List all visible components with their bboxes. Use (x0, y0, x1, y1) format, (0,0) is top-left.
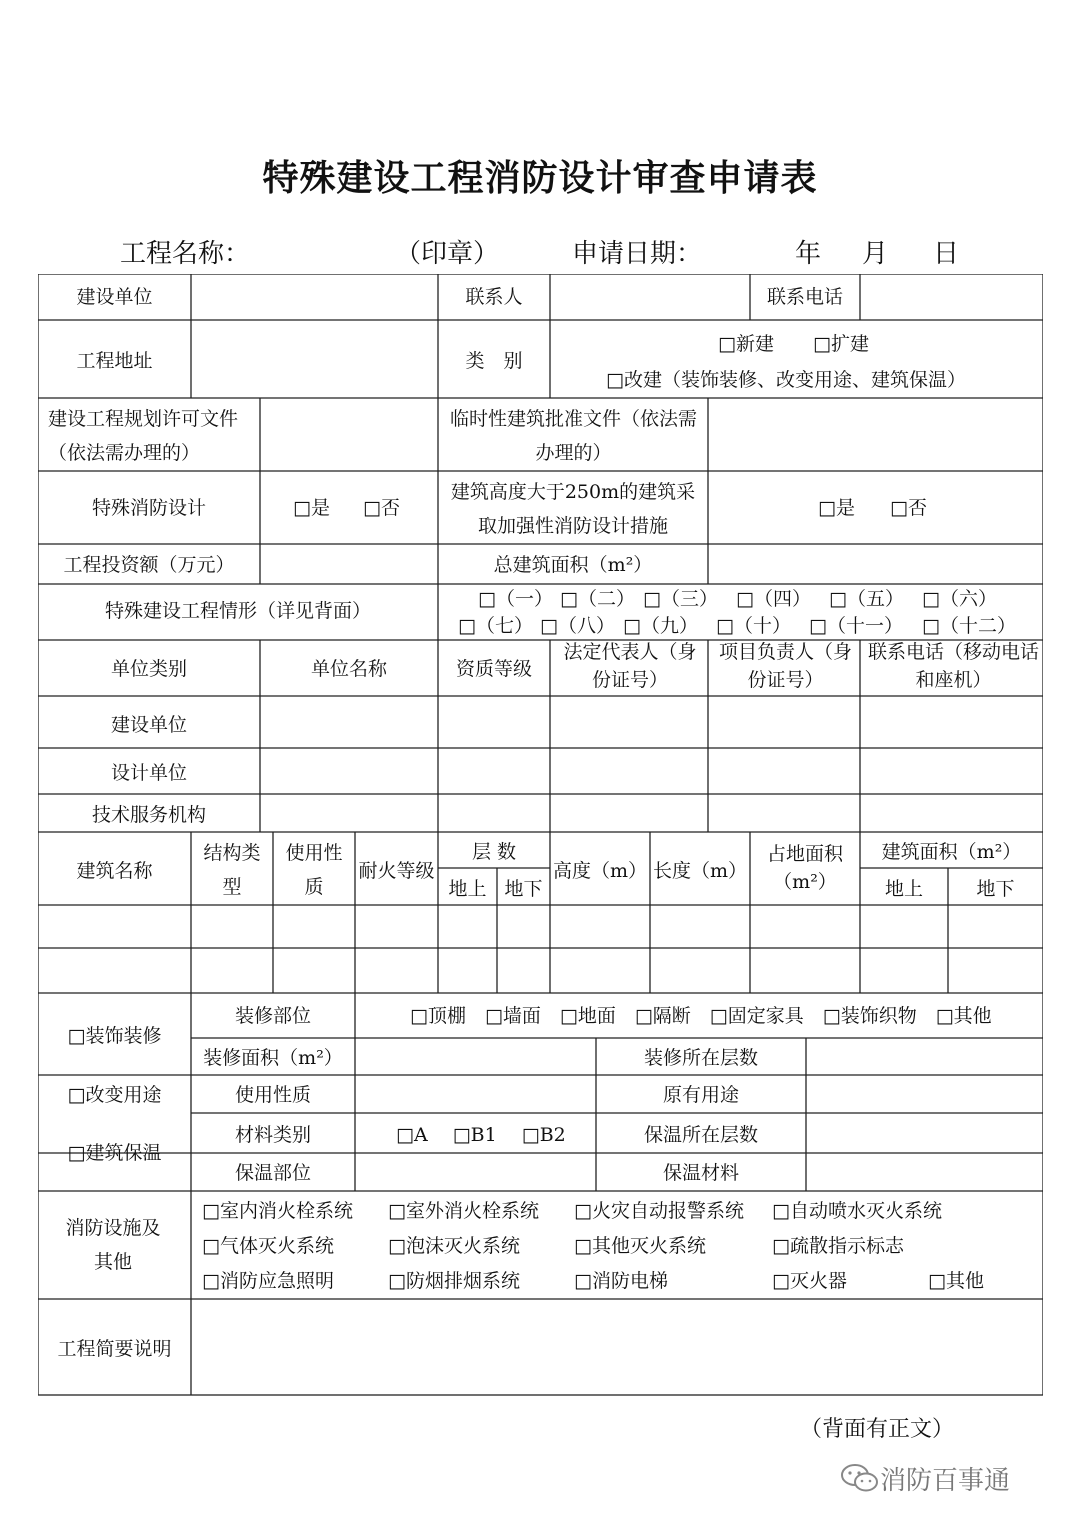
area-above-header: 地上 (884, 878, 923, 900)
facility-checkbox[interactable]: □室内消火栓系统 (202, 1200, 353, 1222)
month-label: 月 (862, 239, 889, 269)
seal-label: （印章） (395, 239, 500, 269)
special-cases-row-2 (458, 609, 1038, 639)
insulation-checkbox[interactable]: □建筑保温 (67, 1142, 162, 1164)
special-case-checkbox[interactable]: □（一） (478, 588, 553, 610)
height-header: 高度（m） (552, 860, 648, 882)
application-form-table (38, 274, 1043, 1396)
units-row-tech: 技术服务机构 (91, 804, 206, 826)
phone-label: 联系电话 (766, 286, 843, 308)
special-cases-label: 特殊建设工程情形（详见背面） (104, 600, 371, 622)
special-case-checkbox[interactable]: □（十二） (922, 615, 1016, 637)
special-cases-row-1 (478, 582, 1038, 612)
floors-below-header: 地下 (504, 878, 543, 900)
temp-permit-label: 临时性建筑批准文件（依法需办理的） (449, 408, 697, 464)
area-below-header: 地下 (976, 878, 1015, 900)
facility-checkbox[interactable]: □消防电梯 (574, 1270, 668, 1292)
special-case-checkbox[interactable]: □（三） (643, 588, 718, 610)
investment-label: 工程投资额（万元） (63, 554, 235, 576)
facility-checkbox[interactable]: □火灾自动报警系统 (574, 1200, 744, 1222)
facility-checkbox[interactable]: □其他灭火系统 (574, 1235, 706, 1257)
units-row-design: 设计单位 (110, 762, 187, 784)
special-case-checkbox[interactable]: □（七） (458, 615, 533, 637)
structure-type-header: 结构类型 (203, 842, 261, 898)
unit-type-header: 单位类别 (110, 658, 187, 680)
facilities-options (202, 1194, 1042, 1299)
deco-part-label: 装修部位 (234, 1005, 311, 1027)
material-type-label: 材料类别 (234, 1124, 311, 1146)
orig-use-label: 原有用途 (662, 1084, 739, 1106)
build-unit-label: 建设单位 (76, 286, 153, 308)
category-new-checkbox[interactable]: □新建 (718, 333, 774, 355)
special-case-checkbox[interactable]: □（十） (716, 615, 791, 637)
apply-date-label: 申请日期： (572, 239, 703, 269)
deco-floor-label: 装修所在层数 (643, 1047, 758, 1069)
address-label: 工程地址 (76, 350, 153, 372)
usage-nature-header: 使用性质 (285, 842, 343, 898)
footer-note: （背面有正文） (800, 1417, 955, 1442)
special-case-checkbox[interactable]: □（九） (623, 615, 698, 637)
height-250-label: 建筑高度大于250m的建筑采取加强性消防设计措施 (450, 481, 696, 537)
watermark: 消防百事通 (880, 1466, 1011, 1496)
floors-above-header: 地上 (448, 878, 487, 900)
special-case-checkbox[interactable]: □（六） (922, 588, 997, 610)
facility-checkbox[interactable]: □消防应急照明 (202, 1270, 334, 1292)
category-rebuild-checkbox[interactable]: □改建（装饰装修、改变用途、建筑保温） (606, 369, 966, 391)
building-name-header: 建筑名称 (76, 860, 153, 882)
change-use-checkbox[interactable]: □改变用途 (67, 1084, 162, 1106)
facility-checkbox[interactable]: □其他 (928, 1270, 984, 1292)
project-lead-header: 项目负责人（身份证号） (718, 641, 852, 691)
insul-material-label: 保温材料 (662, 1162, 739, 1184)
insul-floor-label: 保温所在层数 (643, 1124, 758, 1146)
facility-checkbox[interactable]: □疏散指示标志 (772, 1235, 904, 1257)
special-case-checkbox[interactable]: □（五） (829, 588, 904, 610)
legal-rep-header: 法定代表人（身份证号） (563, 641, 697, 691)
wechat-icon (840, 1462, 880, 1494)
facilities-label: 消防设施及其他 (65, 1217, 161, 1273)
category-expand-checkbox[interactable]: □扩建 (813, 333, 869, 355)
contact-label: 联系人 (465, 286, 523, 308)
day-label: 日 (933, 239, 960, 269)
floors-header: 层 数 (471, 841, 517, 863)
year-label: 年 (795, 239, 822, 269)
form-meta (0, 233, 1080, 273)
plan-permit-label: 建设工程规划许可文件（依法需办理的） (48, 408, 239, 464)
special-design-no-checkbox[interactable]: □否 (363, 497, 400, 519)
facility-checkbox[interactable]: □室外消火栓系统 (388, 1200, 539, 1222)
use-nature-label: 使用性质 (234, 1084, 311, 1106)
special-design-label: 特殊消防设计 (91, 497, 206, 519)
facility-checkbox[interactable]: □泡沫灭火系统 (388, 1235, 520, 1257)
category-label: 类 别 (465, 350, 523, 372)
page-title: 特殊建设工程消防设计审查申请表 (262, 157, 818, 199)
build-area-header: 建筑面积（m²） (881, 841, 1022, 863)
facility-checkbox[interactable]: □气体灭火系统 (202, 1235, 334, 1257)
deco-area-label: 装修面积（m²） (203, 1047, 343, 1069)
total-area-label: 总建筑面积（m²） (493, 554, 653, 576)
special-case-checkbox[interactable]: □（八） (540, 615, 615, 637)
facility-checkbox[interactable]: □防烟排烟系统 (388, 1270, 520, 1292)
special-case-checkbox[interactable]: □（二） (560, 588, 635, 610)
units-row-build: 建设单位 (110, 714, 187, 736)
deco-part-options[interactable]: □顶棚 □墙面 □地面 □隔断 □固定家具 □装饰织物 □其他 (410, 1005, 992, 1027)
unit-name-header: 单位名称 (310, 658, 387, 680)
project-name-label: 工程名称： (120, 239, 251, 269)
insul-part-label: 保温部位 (234, 1162, 311, 1184)
material-type-options[interactable]: □A □B1 □B2 (396, 1124, 566, 1146)
qualification-header: 资质等级 (455, 658, 532, 680)
height-250-yes-checkbox[interactable]: □是 (818, 497, 855, 519)
height-250-no-checkbox[interactable]: □否 (890, 497, 927, 519)
facility-checkbox[interactable]: □灭火器 (772, 1270, 847, 1292)
decoration-checkbox[interactable]: □装饰装修 (67, 1025, 162, 1047)
special-design-yes-checkbox[interactable]: □是 (293, 497, 330, 519)
brief-label: 工程简要说明 (57, 1338, 172, 1360)
special-case-checkbox[interactable]: □（四） (736, 588, 811, 610)
length-header: 长度（m） (652, 860, 748, 882)
facility-checkbox[interactable]: □自动喷水灭火系统 (772, 1200, 942, 1222)
contact-phone-header: 联系电话（移动电话和座机） (867, 641, 1039, 691)
special-case-checkbox[interactable]: □（十一） (809, 615, 903, 637)
fire-rating-header: 耐火等级 (358, 860, 435, 882)
footprint-header: 占地面积（m²） (766, 843, 843, 893)
